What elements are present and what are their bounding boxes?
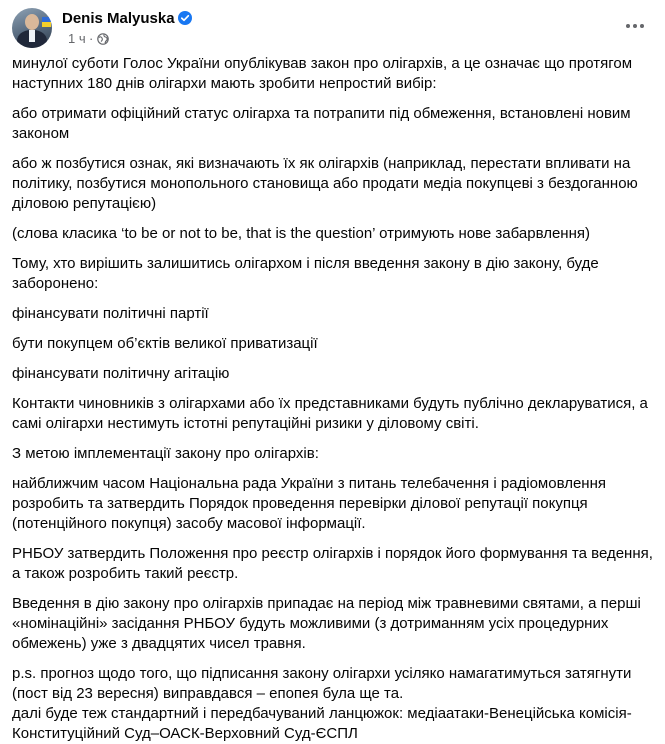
more-options-button[interactable] xyxy=(617,8,653,44)
post-header xyxy=(12,8,653,48)
meta-separator: · xyxy=(89,31,94,46)
postscript xyxy=(12,664,654,744)
paragraph: РНБОУ затвердить Положення про реєстр олігархів і порядок його формування та ведення, а також розробить такий реєстр. xyxy=(12,545,653,582)
paragraph: З метою імплементації закону про олігархів: xyxy=(12,445,319,462)
paragraph: (слова класика ‘to be or not to be, that is the question’ отримують нове забарвлення) xyxy=(12,225,590,242)
paragraph: Контакти чиновників з олігархами або їх представниками будуть публічно декларуватися, а самі олігархи нестимуть істотні репутаційні ризики у діловому світі. xyxy=(12,395,648,432)
paragraph: Тому, хто вирішить залишитись олігархом і після введення закону в дію закону, буде заборонено: xyxy=(12,255,599,292)
post-content xyxy=(12,54,654,744)
author-name[interactable]: Denis Malyuska xyxy=(62,10,175,27)
paragraph: минулої суботи Голос України опублікував закон про олігархів, а це означає що протягом наступних 180 днів олігархи мають зробити непростий вибір: xyxy=(12,55,633,92)
paragraph: фінансувати політичну агітацію xyxy=(12,365,230,382)
paragraph: фінансувати політичні партії xyxy=(12,305,209,322)
avatar[interactable] xyxy=(12,8,52,48)
verified-badge-icon xyxy=(178,11,192,25)
paragraph: бути покупцем об’єктів великої приватизації xyxy=(12,335,318,352)
more-horizontal-icon xyxy=(626,24,630,28)
globe-icon[interactable] xyxy=(97,33,109,45)
paragraph: або ж позбутися ознак, які визначають їх як олігархів (наприклад, перестати впливати на політику, позбутися монопольного становища або продати медіа покупцеві з бездоганною діловою репутацією) xyxy=(12,155,638,212)
flag-icon xyxy=(42,17,51,27)
paragraph: або отримати офіційний статус олігарха та потрапити під обмеження, встановлені новим законом xyxy=(12,105,631,142)
postscript-line: p.s. прогноз щодо того, що підписання закону олігархи усіляко намагатимуться затягнути (пост від 23 вересня) виправдався – епопея була ще та. xyxy=(12,665,632,702)
postscript-line: далі буде теж стандартний і передбачуваний ланцюжок: медіаатаки-Венеційська комісія-Конституційний Суд–ОАСК-Верховний Суд-ЄСПЛ xyxy=(12,705,632,742)
post-timestamp[interactable]: 1 ч xyxy=(68,31,86,46)
paragraph: Введення в дію закону про олігархів припадає на період між травневими святами, а перші «номінаційні» засідання РНБОУ будуть можливими (з дотриманням усіх процедурних обмежень) уже з двадцятих чисел травня. xyxy=(12,595,641,652)
paragraph: найближчим часом Національна рада України з питань телебачення і радіомовлення розробить та затвердить Порядок проведення перевірки ділової репутації покупця (потенційного покупця) засобу масової інформації. xyxy=(12,475,606,532)
